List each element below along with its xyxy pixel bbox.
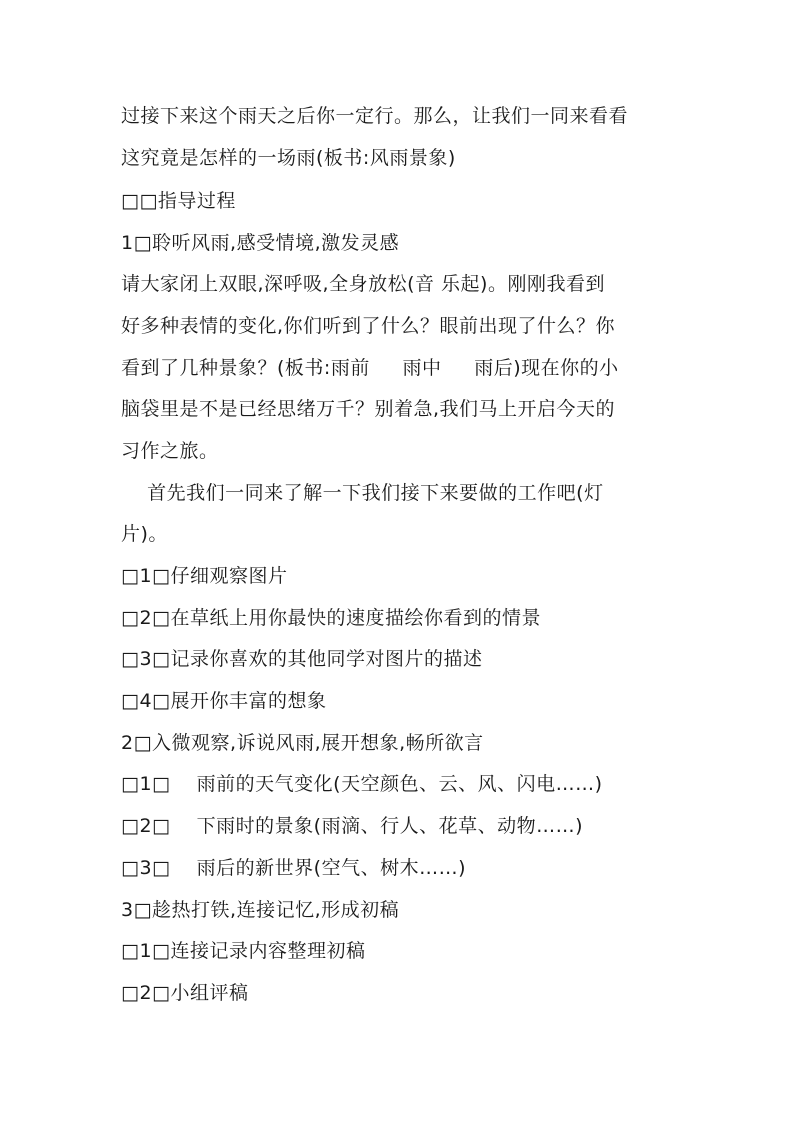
text-line: 1□聆听风雨,感受情境,激发灵感 — [121, 232, 400, 254]
text-line: 请大家闭上双眼,深呼吸,全身放松(音 乐起)。刚刚我看到 — [121, 273, 605, 295]
text-line: 脑袋里是不是已经思绪万千？别着急,我们马上开启今天的 — [121, 398, 616, 420]
text-line: 过接下来这个雨天之后你一定行。那么，让我们一同来看看 — [121, 105, 629, 127]
text-line: □3□记录你喜欢的其他同学对图片的描述 — [121, 648, 483, 670]
text-line: 这究竟是怎样的一场雨(板书:风雨景象) — [121, 147, 456, 169]
text-line: □4□展开你丰富的想象 — [121, 690, 327, 712]
text-line: 看到了几种景象？(板书:雨前 雨中 雨后)现在你的小 — [121, 357, 619, 379]
text-line: □1□ 雨前的天气变化(天空颜色、云、风、闪电……) — [121, 773, 603, 795]
text-line: □2□小组评稿 — [121, 982, 249, 1004]
text-line: □1□仔细观察图片 — [121, 565, 288, 587]
text-line: □□指导过程 — [121, 190, 236, 212]
text-line: 首先我们一同来了解一下我们接下来要做的工作吧(灯 — [121, 482, 604, 504]
text-line: 2□入微观察,诉说风雨,展开想象,畅所欲言 — [121, 732, 484, 754]
text-line: 片)。 — [121, 523, 168, 545]
text-line: □2□ 下雨时的景象(雨滴、行人、花草、动物……) — [121, 815, 583, 837]
text-line: □3□ 雨后的新世界(空气、树木……) — [121, 857, 466, 879]
text-line: 好多种表情的变化,你们听到了什么？眼前出现了什么？你 — [121, 315, 616, 337]
text-line: □2□在草纸上用你最快的速度描绘你看到的情景 — [121, 607, 541, 629]
text-line: □1□连接记录内容整理初稿 — [121, 940, 366, 962]
text-line: 3□趁热打铁,连接记忆,形成初稿 — [121, 899, 400, 921]
text-line: 习作之旅。 — [121, 440, 219, 462]
